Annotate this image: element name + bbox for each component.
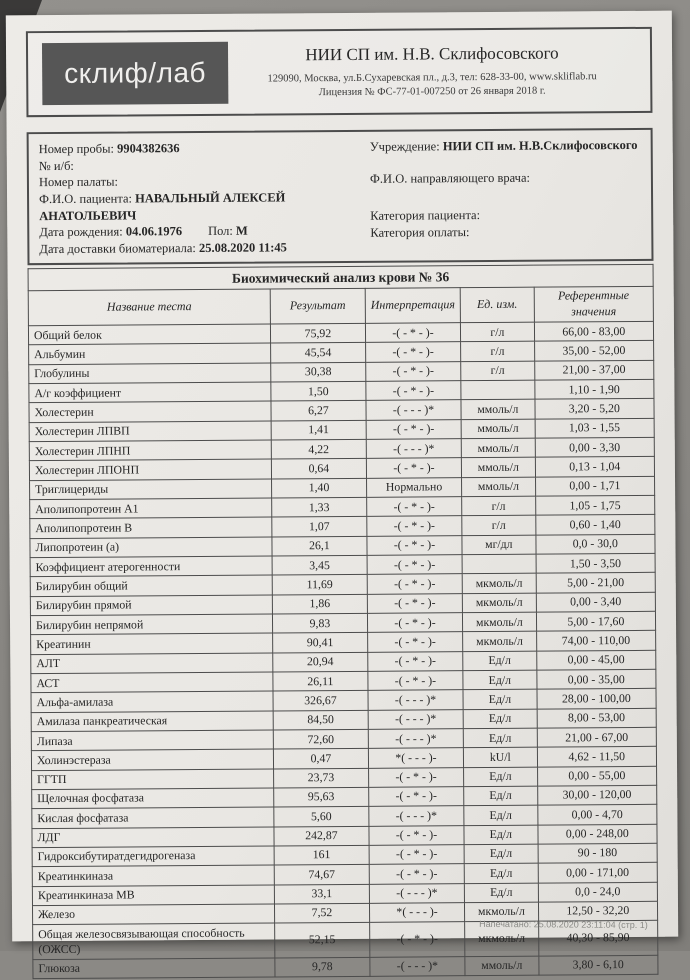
interpretation-cell: -( - * - )-: [367, 516, 462, 536]
test-name-cell: Глюкоза: [33, 958, 275, 979]
reference-range-cell: 0,00 - 35,00: [536, 669, 656, 689]
reference-range-cell: 1,50 - 3,50: [536, 553, 656, 573]
interpretation-cell: -( - * - )-: [365, 342, 460, 362]
interpretation-cell: -( - * - )-: [366, 361, 461, 381]
unit-cell: г/л: [462, 496, 536, 516]
reference-range-cell: 90 - 180: [538, 843, 658, 863]
interpretation-cell: -( - - - )*: [370, 957, 465, 977]
result-cell: 1,07: [272, 517, 367, 537]
unit-cell: мкмоль/л: [465, 902, 539, 922]
test-name-cell: Креатинин: [31, 633, 273, 654]
reference-range-cell: 0,00 - 248,00: [538, 824, 658, 844]
interpretation-cell: -( - * - )-: [367, 535, 462, 555]
reference-range-cell: 66,00 - 83,00: [534, 321, 654, 341]
info-label: Категория оплаты:: [370, 224, 470, 240]
reference-range-cell: 3,80 - 6,10: [538, 955, 658, 975]
reference-range-cell: 1,03 - 1,55: [535, 418, 655, 438]
unit-cell: kU/l: [463, 747, 537, 767]
result-cell: 9,78: [275, 957, 370, 977]
interpretation-cell: -( - * - )-: [368, 767, 463, 787]
lab-report-page: [6, 11, 678, 976]
reference-range-cell: 1,10 - 1,90: [534, 379, 654, 399]
test-name-cell: Креатинкиназа МВ: [32, 885, 274, 906]
reference-range-cell: 0,00 - 3,40: [536, 592, 656, 612]
interpretation-cell: *( - - - )-: [369, 903, 464, 923]
interpretation-cell: -( - * - )-: [366, 458, 461, 478]
interpretation-cell: -( - - - )*: [369, 883, 464, 903]
test-name-cell: АСТ: [31, 672, 273, 693]
unit-cell: ммоль/л: [461, 400, 535, 420]
interpretation-cell: -( - * - )-: [367, 497, 462, 517]
result-cell: 326,67: [273, 691, 368, 711]
test-name-cell: Креатинкиназа: [32, 865, 274, 886]
info-label: Дата рождения:: [39, 224, 126, 240]
reference-range-cell: 12,50 - 32,20: [538, 901, 658, 921]
test-name-cell: АЛТ: [31, 653, 273, 674]
reference-range-cell: 28,00 - 100,00: [537, 689, 657, 709]
test-name-cell: Липаза: [31, 730, 273, 751]
reference-range-cell: 0,13 - 1,04: [535, 457, 655, 477]
info-line: [370, 223, 641, 242]
result-cell: 30,38: [271, 362, 366, 382]
unit-cell: мкмоль/л: [463, 632, 537, 652]
institute-license: Лицензия № ФС-77-01-007250 от 26 января 2018 г.: [318, 85, 546, 99]
interpretation-cell: -( - * - )-: [365, 323, 460, 343]
interpretation-cell: -( - * - )-: [368, 651, 463, 671]
interpretation-cell: -( - - - )*: [368, 729, 463, 749]
results-table: [28, 264, 659, 979]
result-cell: 7,52: [274, 903, 369, 923]
test-name-cell: ЛДГ: [32, 827, 274, 848]
interpretation-cell: -( - * - )-: [366, 419, 461, 439]
result-cell: 26,11: [273, 671, 368, 691]
test-name-cell: Альбумин: [29, 343, 271, 364]
result-cell: 1,86: [272, 594, 367, 614]
reference-range-cell: 4,62 - 11,50: [537, 747, 657, 767]
reference-range-cell: 5,00 - 17,60: [536, 611, 656, 631]
result-cell: 20,94: [273, 652, 368, 672]
result-cell: 52,15: [275, 923, 370, 958]
unit-cell: г/л: [461, 322, 535, 342]
reference-range-cell: 30,00 - 120,00: [537, 785, 657, 805]
table-row: [33, 955, 658, 979]
patient-info-left: [39, 139, 371, 258]
unit-cell: мг/дл: [462, 535, 536, 555]
test-name-cell: Триглицериды: [30, 479, 272, 500]
result-cell: 11,69: [272, 575, 367, 595]
reference-range-cell: 0,60 - 1,40: [535, 515, 655, 535]
result-cell: 0,64: [271, 459, 366, 479]
reference-range-cell: 0,00 - 45,00: [536, 650, 656, 670]
column-header: Название теста: [28, 289, 270, 326]
interpretation-cell: -( - * - )-: [368, 671, 463, 691]
interpretation-cell: -( - * - )-: [368, 632, 463, 652]
result-cell: 161: [274, 845, 369, 865]
patient-info-right: [370, 137, 642, 255]
reference-range-cell: 0,00 - 3,30: [535, 437, 655, 457]
test-name-cell: Амилаза панкреатическая: [31, 711, 273, 732]
result-cell: 75,92: [270, 323, 365, 343]
reference-range-cell: 21,00 - 37,00: [534, 360, 654, 380]
interpretation-cell: -( - - - )*: [366, 439, 461, 459]
unit-cell: ммоль/л: [465, 956, 539, 976]
column-header: Интерпретация: [365, 288, 460, 324]
reference-range-cell: 0,0 - 30,0: [536, 534, 656, 554]
interpretation-cell: -( - * - )-: [369, 864, 464, 884]
result-cell: 9,83: [272, 613, 367, 633]
info-value: 9904382636: [117, 141, 180, 156]
test-name-cell: Гидроксибутиратдегидрогеназа: [32, 846, 274, 867]
info-value: 04.06.1976: [125, 224, 183, 239]
test-name-cell: ГГТП: [32, 769, 274, 790]
result-cell: 74,67: [274, 865, 369, 885]
result-cell: 45,54: [271, 343, 366, 363]
test-name-cell: Аполипопротеин А1: [30, 498, 272, 519]
unit-cell: Ед/л: [463, 728, 537, 748]
test-name-cell: Билирубин непрямой: [30, 614, 272, 635]
reference-range-cell: 40,30 - 85,90: [538, 921, 658, 956]
skliflab-logo: склиф/лаб: [42, 42, 228, 105]
interpretation-cell: -( - * - )-: [369, 845, 464, 865]
interpretation-cell: *( - - - )-: [368, 748, 463, 768]
test-name-cell: Общая железосвязывающая способность (ОЖСС): [33, 923, 275, 959]
test-name-cell: Кислая фосфатаза: [32, 807, 274, 828]
interpretation-cell: -( - - - )*: [368, 709, 463, 729]
interpretation-cell: -( - - - )*: [369, 806, 464, 826]
info-value: НИИ СП им. Н.В.Склифосовского: [442, 137, 638, 154]
result-cell: 72,60: [273, 729, 368, 749]
unit-cell: Ед/л: [464, 825, 538, 845]
info-line: [370, 169, 641, 188]
unit-cell: ммоль/л: [461, 438, 535, 458]
result-cell: 5,60: [274, 807, 369, 827]
letterhead: [26, 27, 653, 117]
reference-range-cell: 3,20 - 5,20: [535, 399, 655, 419]
unit-cell: Ед/л: [463, 651, 537, 671]
test-name-cell: Глобулины: [29, 363, 271, 384]
unit-cell: Ед/л: [464, 844, 538, 864]
unit-cell: ммоль/л: [462, 477, 536, 497]
unit-cell: г/л: [461, 342, 535, 362]
interpretation-cell: -( - * - )-: [366, 381, 461, 401]
info-label: Учреждение:: [369, 139, 443, 154]
reference-range-cell: 0,00 - 55,00: [537, 766, 657, 786]
unit-cell: Ед/л: [464, 863, 538, 883]
info-label: Номер пробы:: [38, 141, 118, 157]
test-name-cell: Липопротеин (а): [30, 537, 272, 558]
interpretation-cell: -( - - - )*: [368, 690, 463, 710]
result-cell: 84,50: [273, 710, 368, 730]
interpretation-cell: Нормально: [366, 477, 461, 497]
reference-range-cell: 0,00 - 171,00: [538, 863, 658, 883]
unit-cell: ммоль/л: [461, 419, 535, 439]
result-cell: 23,73: [273, 768, 368, 788]
test-name-cell: Холестерин ЛПНП: [29, 440, 271, 461]
result-cell: 242,87: [274, 826, 369, 846]
test-name-cell: Аполипопротеин В: [30, 517, 272, 538]
result-cell: 1,41: [271, 420, 366, 440]
unit-cell: г/л: [461, 361, 535, 381]
result-cell: 1,50: [271, 381, 366, 401]
table-header-row: [28, 286, 653, 326]
test-name-cell: Общий белок: [28, 324, 270, 345]
unit-cell: мкмоль/л: [462, 593, 536, 613]
unit-cell: мкмоль/л: [462, 574, 536, 594]
unit-cell: Ед/л: [463, 689, 537, 709]
unit-cell: г/л: [462, 516, 536, 536]
test-name-cell: Холестерин: [29, 401, 271, 422]
info-label: Ф.И.О. пациента:: [39, 191, 136, 206]
interpretation-cell: -( - - - )*: [366, 400, 461, 420]
interpretation-cell: -( - * - )-: [370, 922, 465, 957]
info-line: [39, 239, 370, 258]
unit-cell: [461, 380, 535, 400]
unit-cell: мкмоль/л: [463, 612, 537, 632]
interpretation-cell: -( - * - )-: [369, 825, 464, 845]
table-title: Биохимический анализ крови № 36: [28, 265, 653, 291]
test-name-cell: Щелочная фосфатаза: [32, 788, 274, 809]
unit-cell: Ед/л: [464, 805, 538, 825]
test-name-cell: Железо: [32, 904, 274, 925]
column-header: Результат: [270, 288, 365, 324]
info-label: № и/б:: [38, 158, 74, 173]
reference-range-cell: 0,0 - 24,0: [538, 882, 658, 902]
interpretation-cell: -( - * - )-: [367, 593, 462, 613]
test-name-cell: Билирубин прямой: [30, 595, 272, 616]
unit-cell: ммоль/л: [461, 458, 535, 478]
interpretation-cell: -( - * - )-: [367, 555, 462, 575]
info-label: Номер палаты:: [38, 174, 119, 190]
test-name-cell: Холестерин ЛПОНП: [29, 459, 271, 480]
unit-cell: [462, 554, 536, 574]
result-cell: 1,40: [271, 478, 366, 498]
unit-cell: Ед/л: [463, 709, 537, 729]
result-cell: 4,22: [271, 439, 366, 459]
result-cell: 3,45: [272, 555, 367, 575]
info-line: [370, 137, 641, 156]
interpretation-cell: -( - * - )-: [367, 613, 462, 633]
reference-range-cell: 21,00 - 67,00: [537, 727, 657, 747]
result-cell: 26,1: [272, 536, 367, 556]
reference-range-cell: 8,00 - 53,00: [537, 708, 657, 728]
reference-range-cell: 35,00 - 52,00: [534, 341, 654, 361]
unit-cell: Ед/л: [464, 786, 538, 806]
result-cell: 1,33: [272, 497, 367, 517]
result-cell: 33,1: [274, 884, 369, 904]
patient-info: [27, 128, 654, 266]
interpretation-cell: -( - * - )-: [369, 787, 464, 807]
info-value: НАВАЛЬНЫЙ АЛЕКСЕЙ АНАТОЛЬЕВИЧ: [39, 190, 286, 223]
institute-address: 129090, Москва, ул.Б.Сухаревская пл., д.3, тел: 628-33-00, www.skliflab.ru: [267, 71, 597, 85]
test-name-cell: Билирубин общий: [30, 575, 272, 596]
print-timestamp: Напечатано: 25.08.2020 23:11:04 (стр. 1): [479, 918, 649, 931]
info-line: [370, 206, 641, 225]
result-cell: 6,27: [271, 401, 366, 421]
unit-cell: Ед/л: [464, 767, 538, 787]
reference-range-cell: 1,05 - 1,75: [535, 495, 655, 515]
info-label: Пол:: [207, 223, 237, 239]
test-name-cell: Альфа-амилаза: [31, 691, 273, 712]
column-header: Ед. изм.: [460, 287, 534, 323]
info-label: Дата доставки биоматериала:: [39, 240, 200, 256]
institute-name: НИИ СП им. Н.В. Склифосовского: [305, 43, 559, 65]
reference-range-cell: 74,00 - 110,00: [536, 631, 656, 651]
reference-range-cell: 5,00 - 21,00: [536, 573, 656, 593]
reference-range-cell: 0,00 - 4,70: [537, 805, 657, 825]
unit-cell: мкмоль/л: [465, 921, 539, 956]
interpretation-cell: -( - * - )-: [367, 574, 462, 594]
result-cell: 0,47: [273, 749, 368, 769]
info-label: Ф.И.О. направляющего врача:: [369, 170, 530, 186]
info-value: М: [235, 223, 248, 238]
column-header: Референтные значения: [534, 286, 654, 322]
info-label: Категория пациента:: [370, 208, 481, 224]
test-name-cell: Коэффициент атерогенности: [30, 556, 272, 577]
unit-cell: Ед/л: [463, 670, 537, 690]
info-line: [39, 189, 370, 225]
test-name-cell: А/г коэффициент: [29, 382, 271, 403]
test-name-cell: Холинэстераза: [31, 749, 273, 770]
result-cell: 95,63: [274, 787, 369, 807]
reference-range-cell: 0,00 - 1,71: [535, 476, 655, 496]
unit-cell: Ед/л: [464, 883, 538, 903]
info-value: 25.08.2020 11:45: [198, 240, 287, 255]
letterhead-text: [228, 42, 637, 101]
test-name-cell: Холестерин ЛПВП: [29, 421, 271, 442]
result-cell: 90,41: [273, 633, 368, 653]
